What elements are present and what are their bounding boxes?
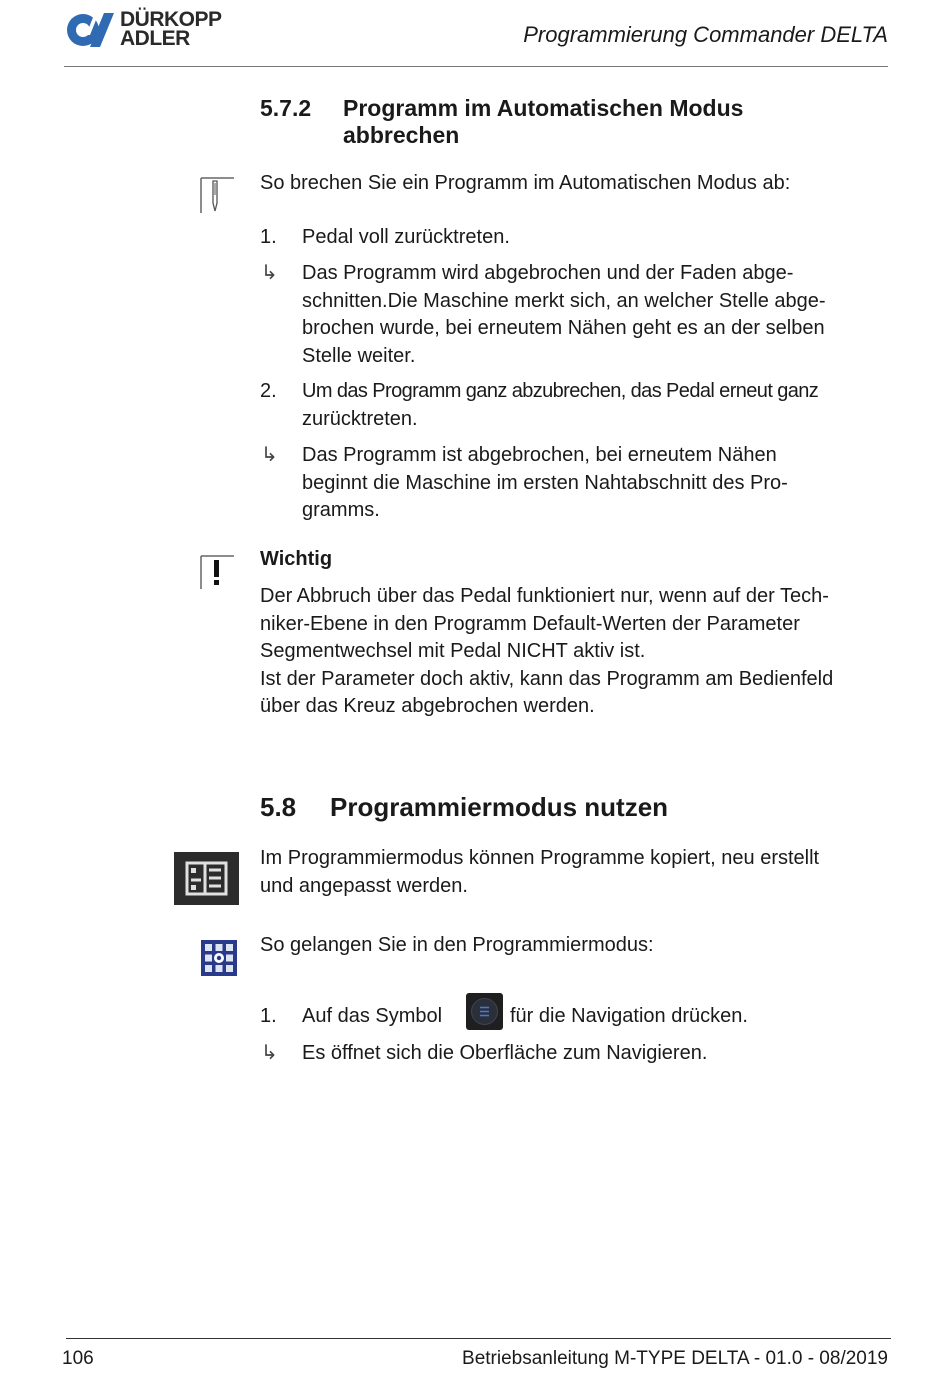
operating-panel-icon: [201, 940, 237, 976]
brand-logo: [64, 10, 234, 52]
header-divider: [64, 66, 888, 67]
document-reference: Betriebsanleitung M-TYPE DELTA - 01.0 - 08/2019: [462, 1348, 888, 1369]
brand-logo-icon: [64, 11, 116, 49]
result-arrow-icon: ↳: [261, 444, 278, 466]
result-text-line: gramms.: [302, 499, 380, 521]
section-title-58: Programmiermodus nutzen: [330, 792, 669, 822]
result-text-line: brochen wurde, bei erneutem Nähen geht es an der selben: [302, 317, 825, 339]
important-text-line: über das Kreuz abgebrochen werden.: [260, 695, 595, 717]
step-number: 1.: [260, 226, 277, 248]
section-title-572-line1: Programm im Automatischen Modus: [343, 95, 744, 121]
important-text-line: Segmentwechsel mit Pedal NICHT aktiv ist.: [260, 640, 646, 662]
step-text-line: Um das Programm ganz abzubrechen, das Pedal erneut ganz: [302, 380, 819, 402]
result-text-line: Stelle weiter.: [302, 344, 416, 367]
warning-exclamation-icon: [198, 552, 238, 590]
intro-text-58: [260, 845, 900, 900]
result-text-line: schnitten.Die Maschine merkt sich, an welcher Stelle abge-: [302, 289, 826, 312]
important-text-line: Der Abbruch über das Pedal funktioniert nur, wenn auf der Tech-: [260, 585, 829, 607]
section-number-58: 5.8: [260, 792, 297, 822]
page-header-title: Programmierung Commander DELTA: [523, 22, 888, 47]
intro-text-line: und angepasst werden.: [260, 874, 468, 897]
result-arrow-icon: ↳: [261, 262, 278, 284]
result-arrow-icon: ↳: [261, 1042, 278, 1064]
step-text-after-icon: für die Navigation drücken.: [510, 1005, 748, 1027]
section-title-572-line2: abbrechen: [343, 122, 460, 148]
result-text: [302, 260, 902, 370]
step-text-before-icon: Auf das Symbol: [302, 1005, 443, 1027]
important-text: [260, 583, 900, 721]
navigation-menu-button-icon: [466, 993, 503, 1030]
section-number-572: 5.7.2: [260, 95, 312, 121]
important-text-line: Ist der Parameter doch aktiv, kann das Programm am Bedienfeld: [260, 667, 834, 690]
result-text-line: Das Programm wird abgebrochen und der Faden abge-: [302, 262, 794, 284]
result-text: Es öffnet sich die Oberfläche zum Navigieren.: [302, 1042, 708, 1064]
page-number: 106: [62, 1348, 94, 1369]
result-text: [302, 442, 902, 525]
intro-text-line: Im Programmiermodus können Programme kopiert, neu erstellt: [260, 847, 820, 869]
brand-name-line2: ADLER: [120, 27, 190, 50]
step-number: 2.: [260, 380, 277, 402]
result-text-line: beginnt die Maschine im ersten Nahtabschnitt des Pro-: [302, 471, 788, 494]
footer-divider: [66, 1338, 891, 1339]
programming-mode-icon: [174, 852, 239, 905]
result-text-line: Das Programm ist abgebrochen, bei erneutem Nähen: [302, 444, 777, 466]
howto-text-58: So gelangen Sie in den Programmiermodus:: [260, 934, 654, 956]
step-text: [302, 378, 902, 433]
sewing-needle-icon: [198, 173, 238, 215]
brand-name-line1: DÜRKOPP: [120, 8, 222, 31]
important-text-line: niker-Ebene in den Programm Default-Werten der Parameter: [260, 612, 800, 635]
step-number: 1.: [260, 1005, 277, 1027]
step-text: Pedal voll zurücktreten.: [302, 226, 510, 248]
important-heading: Wichtig: [260, 548, 333, 570]
intro-text-572: So brechen Sie ein Programm im Automatischen Modus ab:: [260, 172, 791, 194]
step-text-line: zurücktreten.: [302, 407, 418, 430]
